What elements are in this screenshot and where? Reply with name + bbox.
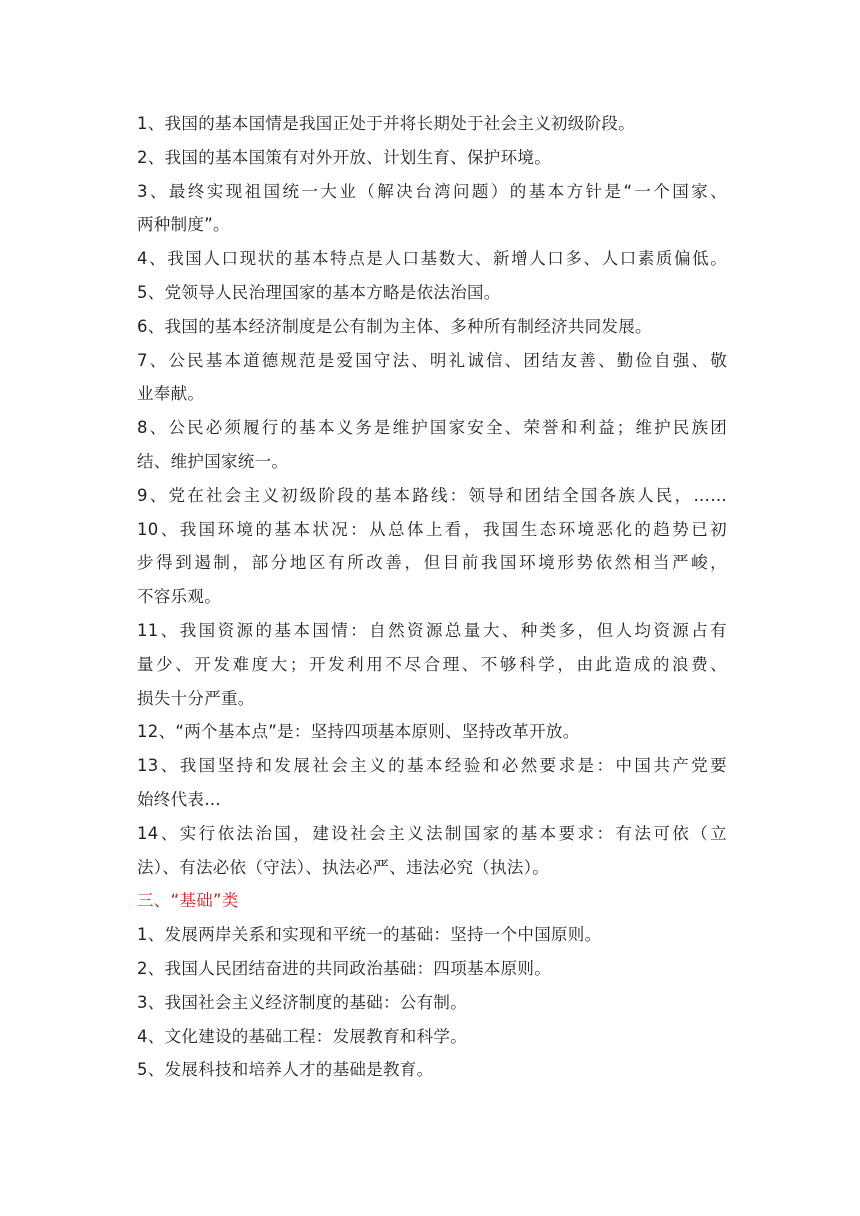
document-body xyxy=(137,107,727,1087)
text-line-20: 13、我国坚持和发展社会主义的基本经验和必然要求是：中国共产党要 xyxy=(137,756,727,776)
text-line-12: 9、党在社会主义初级阶段的基本路线：领导和团结全国各族人民，…… xyxy=(137,485,727,505)
text-line-6: 5、党领导人民治理国家的基本方略是依法治国。 xyxy=(137,282,501,302)
text-line-18: 损失十分严重。 xyxy=(137,688,255,708)
text-line-4: 两种制度”。 xyxy=(137,215,230,235)
text-line-5: 4、我国人口现状的基本特点是人口基数大、新增人口多、人口素质偏低。 xyxy=(137,249,727,269)
text-line-21: 始终代表… xyxy=(137,789,221,809)
section-line-2: 2、我国人民团结奋进的共同政治基础：四项基本原则。 xyxy=(137,958,551,978)
text-line-7: 6、我国的基本经济制度是公有制为主体、多种所有制经济共同发展。 xyxy=(137,316,652,336)
text-line-16: 11、我国资源的基本国情：自然资源总量大、种类多，但人均资源占有 xyxy=(137,620,727,640)
text-line-1: 1、我国的基本国情是我国正处于并将长期处于社会主义初级阶段。 xyxy=(137,114,635,133)
section-line-5: 5、发展科技和培养人才的基础是教育。 xyxy=(137,1060,434,1080)
text-line-13: 10、我国环境的基本状况：从总体上看，我国生态环境恶化的趋势已初 xyxy=(137,519,727,539)
section-heading: 三、“基础”类 xyxy=(137,891,239,911)
text-line-2: 2、我国的基本国策有对外开放、计划生育、保护环境。 xyxy=(137,147,551,167)
text-line-9: 业奉献。 xyxy=(137,384,205,404)
section-line-4: 4、文化建设的基础工程：发展教育和科学。 xyxy=(137,1026,467,1046)
text-line-17: 量少、开发难度大；开发利用不尽合理、不够科学，由此造成的浪费、 xyxy=(137,654,727,674)
text-line-10: 8、公民必须履行的基本义务是维护国家安全、荣誉和利益；维护民族团 xyxy=(137,418,727,438)
text-line-3: 3、最终实现祖国统一大业（解决台湾问题）的基本方针是“一个国家、 xyxy=(137,181,727,201)
text-line-15: 不容乐观。 xyxy=(137,587,221,607)
section-line-1: 1、发展两岸关系和实现和平统一的基础：坚持一个中国原则。 xyxy=(137,925,602,945)
text-line-19: 12、“两个基本点”是：坚持四项基本原则、坚持改革开放。 xyxy=(137,722,580,742)
text-line-22: 14、实行依法治国，建设社会主义法制国家的基本要求：有法可依（立 xyxy=(137,823,727,843)
text-line-23: 法）、有法必依（守法）、执法必严、违法必究（执法）。 xyxy=(137,857,550,877)
text-line-14: 步得到遏制，部分地区有所改善，但目前我国环境形势依然相当严峻， xyxy=(137,553,727,573)
text-line-8: 7、公民基本道德规范是爱国守法、明礼诚信、团结友善、勤俭自强、敬 xyxy=(137,350,727,370)
section-line-3: 3、我国社会主义经济制度的基础：公有制。 xyxy=(137,992,467,1012)
text-line-11: 结、维护国家统一。 xyxy=(137,451,289,471)
